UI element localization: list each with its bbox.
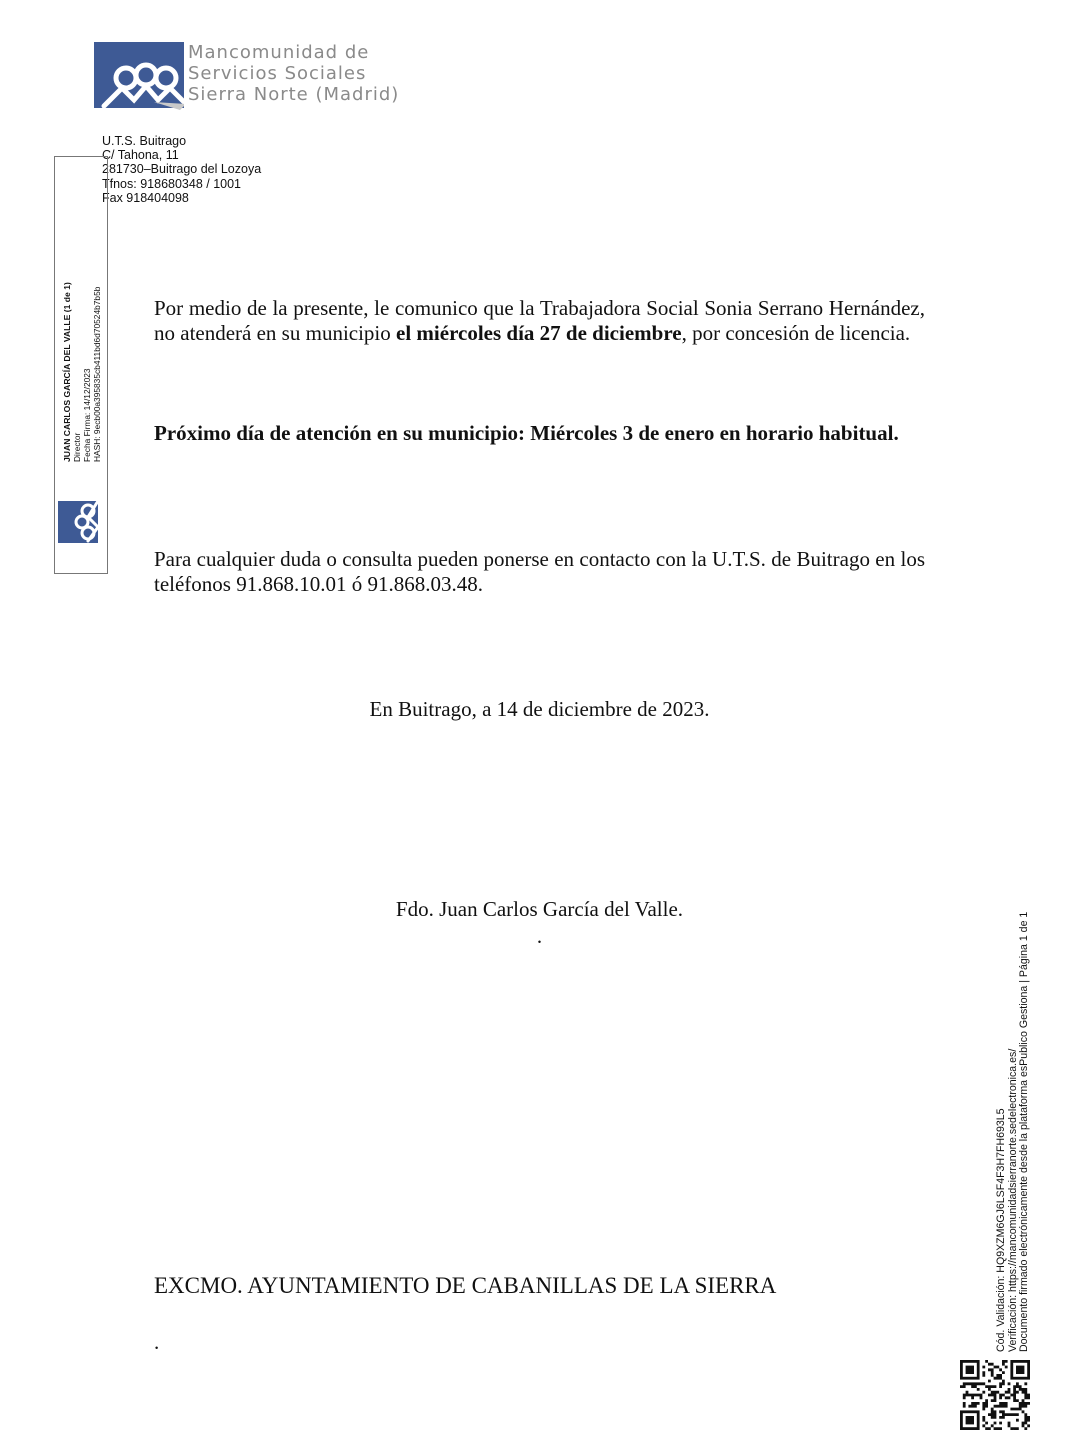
verification-url: Verificación: https://mancomunidadsierranorte.sedelectronica.es/ xyxy=(1006,1048,1019,1352)
fax: Fax 918404098 xyxy=(102,190,189,205)
signature-dot: . xyxy=(536,924,543,948)
validation-code: Cód. Validación: HQ9XZM6GJ6LSF4F3H7FH693L5 xyxy=(995,1108,1007,1352)
stamp-logo-icon xyxy=(58,497,102,545)
place-and-date: En Buitrago, a 14 de diciembre de 2023. xyxy=(369,697,710,721)
street: C/ Tahona, 11 xyxy=(102,148,179,163)
bottom-dot: . xyxy=(154,1330,160,1354)
organization-name xyxy=(188,42,428,105)
platform-note: Documento firmado electrónicamente desde la plataforma esPublico Gestiona | Página 1 de 1 xyxy=(1018,911,1031,1352)
org-line-3: Sierra Norte (Madrid) xyxy=(188,84,400,105)
signature-hash: HASH: 9ecb00a395835cb411bd6d70524b7b5b xyxy=(92,286,102,462)
organization-logo xyxy=(94,42,414,120)
org-line-1: Mancomunidad de xyxy=(188,42,370,63)
city: 281730–Buitrago del Lozoya xyxy=(102,162,262,177)
signer-role: Director xyxy=(72,432,82,462)
signer-name: JUAN CARLOS GARCÍA DEL VALLE (1 de 1) xyxy=(62,282,72,462)
qr-code-icon xyxy=(960,1360,1030,1430)
office-name: U.T.S. Buitrago xyxy=(102,134,187,148)
signature-stamp xyxy=(62,262,102,462)
phones: Tfnos: 918680348 / 1001 xyxy=(102,176,242,191)
signature-line: Fdo. Juan Carlos García del Valle. xyxy=(395,897,684,921)
signature-date: Fecha Firma: 14/12/2023 xyxy=(82,368,92,462)
org-line-2: Servicios Sociales xyxy=(188,63,367,84)
notice-text-start: Por medio de la presente, le comunico que la Trabajadora Social Sonia Serrano Hernández, no atenderá en su municipio xyxy=(154,296,925,345)
recipient: EXCMO. AYUNTAMIENTO DE CABANILLAS DE LA SIERRA xyxy=(154,1273,777,1298)
validation-info xyxy=(996,892,1036,1352)
paragraph-notice xyxy=(154,296,925,346)
office-address xyxy=(102,134,261,205)
paragraph-next-day: Próximo día de atención en su municipio: Miércoles 3 de enero en horario habitual. xyxy=(154,421,899,445)
logo-mark-icon xyxy=(94,42,184,110)
notice-text-end: , por concesión de licencia. xyxy=(681,321,911,345)
notice-date-highlight: el miércoles día 27 de diciembre xyxy=(396,321,682,345)
paragraph-contact: Para cualquier duda o consulta pueden ponerse en contacto con la U.T.S. de Buitrago en los teléfonos 91.868.10.01 ó 91.868.03.48. xyxy=(154,547,925,596)
